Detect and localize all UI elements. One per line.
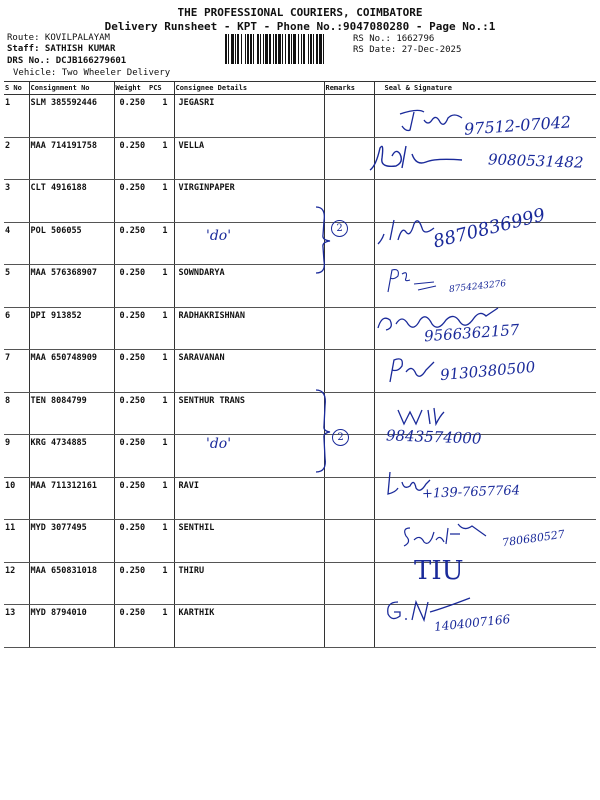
row-pcs: 1 — [148, 562, 174, 605]
signature-phone-1: 97512-07042 — [463, 112, 572, 139]
signature-phone-2: 9080531482 — [487, 150, 584, 172]
row-consignment-no: MYD 3077495 — [29, 520, 114, 563]
row-consignee: VIRGINPAPER — [174, 180, 324, 223]
col-header-signature: Seal & Signature — [374, 82, 596, 95]
row-weight: 0.250 — [114, 137, 148, 180]
row-consignee: RADHAKRISHNAN — [174, 307, 324, 350]
brace-rows-8-10 — [312, 388, 334, 474]
barcode-bar — [316, 34, 318, 64]
row-pcs: 1 — [148, 435, 174, 478]
barcode-bar — [263, 34, 264, 64]
table-row — [4, 435, 596, 478]
row-sno: 5 — [4, 265, 29, 308]
col-header-pcs: PCS — [148, 82, 174, 95]
signature-scribble-5 — [384, 266, 440, 296]
row-consignee: JEGASRI — [174, 95, 324, 138]
barcode-bar — [265, 34, 268, 64]
row-consignee: THIRU — [174, 562, 324, 605]
runsheet-subtitle: Delivery Runsheet - KPT - Phone No.:9047080280 - Page No.:1 — [104, 20, 496, 33]
row-pcs: 1 — [148, 307, 174, 350]
row-remarks — [324, 605, 374, 648]
row-consignee: SENTHIL — [174, 520, 324, 563]
table-row — [4, 392, 596, 435]
row-pcs: 1 — [148, 265, 174, 308]
row-pcs: 1 — [148, 520, 174, 563]
row-consignment-no: SLM 385592446 — [29, 95, 114, 138]
col-header-consignee: Consignee Details — [174, 82, 324, 95]
signature-scribble-2 — [366, 140, 476, 174]
row-weight: 0.250 — [114, 265, 148, 308]
drs-label: DRS No.: DCJB166279601 — [7, 56, 127, 66]
signature-scribble-7 — [384, 354, 440, 384]
brace-rows-3-5 — [312, 205, 334, 275]
signature-name-12: TIU — [414, 556, 464, 586]
barcode-bar — [323, 34, 324, 64]
col-header-sno: S No — [4, 82, 29, 95]
barcode-bar — [310, 34, 312, 64]
row-consignment-no: MAA 576368907 — [29, 265, 114, 308]
row-sno: 3 — [4, 180, 29, 223]
rs-date: RS Date: 27-Dec-2025 — [353, 45, 462, 55]
barcode-bar — [288, 34, 290, 64]
row-sno: 2 — [4, 137, 29, 180]
barcode-bar — [313, 34, 314, 64]
row-weight: 0.250 — [114, 477, 148, 520]
barcode-bar — [225, 34, 227, 64]
col-header-remarks: Remarks — [324, 82, 374, 95]
barcode-bar — [260, 34, 261, 64]
row-consignee: KARTHIK — [174, 605, 324, 648]
table-row — [4, 562, 596, 605]
row-sno: 13 — [4, 605, 29, 648]
barcode-bar — [319, 34, 322, 64]
staff-label: Staff: SATHISH KUMAR — [7, 44, 116, 54]
row-consignee: RAVI — [174, 477, 324, 520]
barcode-bar — [275, 34, 277, 64]
row-sno: 7 — [4, 350, 29, 393]
row-weight: 0.250 — [114, 435, 148, 478]
row-sno: 4 — [4, 222, 29, 265]
barcode-bar — [298, 34, 299, 64]
row-pcs: 1 — [148, 350, 174, 393]
barcode-bar — [250, 34, 252, 64]
barcode-bar — [231, 34, 234, 64]
row-sno: 11 — [4, 520, 29, 563]
row-remarks — [324, 562, 374, 605]
barcode-bar — [269, 34, 271, 64]
barcode-bar — [273, 34, 274, 64]
row-pcs: 1 — [148, 222, 174, 265]
row-weight: 0.250 — [114, 307, 148, 350]
signature-scribble-9 — [396, 404, 446, 426]
vehicle-label: Vehicle: Two Wheeler Delivery — [13, 68, 171, 78]
col-header-consignment: Consignment No — [29, 82, 114, 95]
row-sno: 10 — [4, 477, 29, 520]
barcode-bar — [293, 34, 296, 64]
signature-phone-11: 780680527 — [501, 527, 566, 550]
row-pcs: 1 — [148, 477, 174, 520]
route-label: Route: KOVILPALAYAM — [7, 33, 110, 43]
barcode-bar — [278, 34, 281, 64]
col-header-weight: Weight — [114, 82, 148, 95]
row-sno: 1 — [4, 95, 29, 138]
row-consignment-no: TEN 8084799 — [29, 392, 114, 435]
signature-scribble-1 — [398, 106, 468, 134]
row-remarks — [324, 307, 374, 350]
row-sno: 8 — [4, 392, 29, 435]
row-consignee: SOWNDARYA — [174, 265, 324, 308]
row-remarks — [324, 350, 374, 393]
row-consignee — [174, 435, 324, 478]
row-weight: 0.250 — [114, 222, 148, 265]
barcode-bar — [282, 34, 283, 64]
barcode-bar — [291, 34, 292, 64]
remark-mark-1: 2 — [331, 220, 348, 237]
row-weight: 0.250 — [114, 562, 148, 605]
row-sno: 6 — [4, 307, 29, 350]
barcode-bar — [241, 34, 242, 64]
row-consignment-no: MAA 714191758 — [29, 137, 114, 180]
signature-phone-6: 9566362157 — [423, 320, 520, 346]
barcode-bar — [257, 34, 259, 64]
row-consignee: SARAVANAN — [174, 350, 324, 393]
barcode-bar — [228, 34, 229, 64]
row-pcs: 1 — [148, 137, 174, 180]
row-consignment-no: POL 506055 — [29, 222, 114, 265]
row-consignment-no: MYD 8794010 — [29, 605, 114, 648]
ditto-mark-row4: 'do' — [206, 228, 232, 244]
row-pcs: 1 — [148, 392, 174, 435]
remark-mark-2: 2 — [332, 429, 349, 446]
row-remarks — [324, 95, 374, 138]
row-pcs: 1 — [148, 605, 174, 648]
row-consignment-no: KRG 4734885 — [29, 435, 114, 478]
barcode — [225, 34, 349, 64]
rs-number: RS No.: 1662796 — [353, 34, 435, 44]
row-remarks — [324, 477, 374, 520]
signature-phone-5: 8754243276 — [448, 279, 507, 295]
row-consignment-no: MAA 650831018 — [29, 562, 114, 605]
row-consignee — [174, 222, 324, 265]
barcode-bar — [237, 34, 239, 64]
signature-phone-10: +139-7657764 — [421, 483, 521, 502]
row-weight: 0.250 — [114, 95, 148, 138]
row-weight: 0.250 — [114, 180, 148, 223]
signature-phone-9: 9843574000 — [385, 426, 482, 448]
signature-phone-13: 1404007166 — [433, 612, 511, 634]
row-weight: 0.250 — [114, 350, 148, 393]
table-header-row — [4, 82, 596, 95]
signature-phone-7: 9130380500 — [439, 357, 537, 385]
row-consignee: SENTHUR TRANS — [174, 392, 324, 435]
barcode-bar — [247, 34, 249, 64]
ditto-mark-row9: 'do' — [206, 436, 232, 452]
barcode-bar — [308, 34, 309, 64]
company-title: THE PROFESSIONAL COURIERS, COIMBATORE — [177, 6, 423, 19]
row-weight: 0.250 — [114, 520, 148, 563]
row-weight: 0.250 — [114, 392, 148, 435]
table-row — [4, 265, 596, 308]
barcode-bar — [303, 34, 305, 64]
barcode-bar — [285, 34, 286, 64]
row-sno: 9 — [4, 435, 29, 478]
row-consignment-no: MAA 711312161 — [29, 477, 114, 520]
row-pcs: 1 — [148, 95, 174, 138]
row-pcs: 1 — [148, 180, 174, 223]
row-consignment-no: MAA 650748909 — [29, 350, 114, 393]
row-sno: 12 — [4, 562, 29, 605]
barcode-bar — [253, 34, 254, 64]
signature-phone-4: 8870836999 — [431, 204, 548, 253]
row-consignment-no: CLT 4916188 — [29, 180, 114, 223]
row-weight: 0.250 — [114, 605, 148, 648]
signature-scribble-11 — [400, 520, 490, 550]
barcode-bar — [235, 34, 236, 64]
row-consignee: VELLA — [174, 137, 324, 180]
barcode-bar — [301, 34, 302, 64]
row-remarks — [324, 520, 374, 563]
barcode-bar — [245, 34, 246, 64]
row-consignment-no: DPI 913852 — [29, 307, 114, 350]
